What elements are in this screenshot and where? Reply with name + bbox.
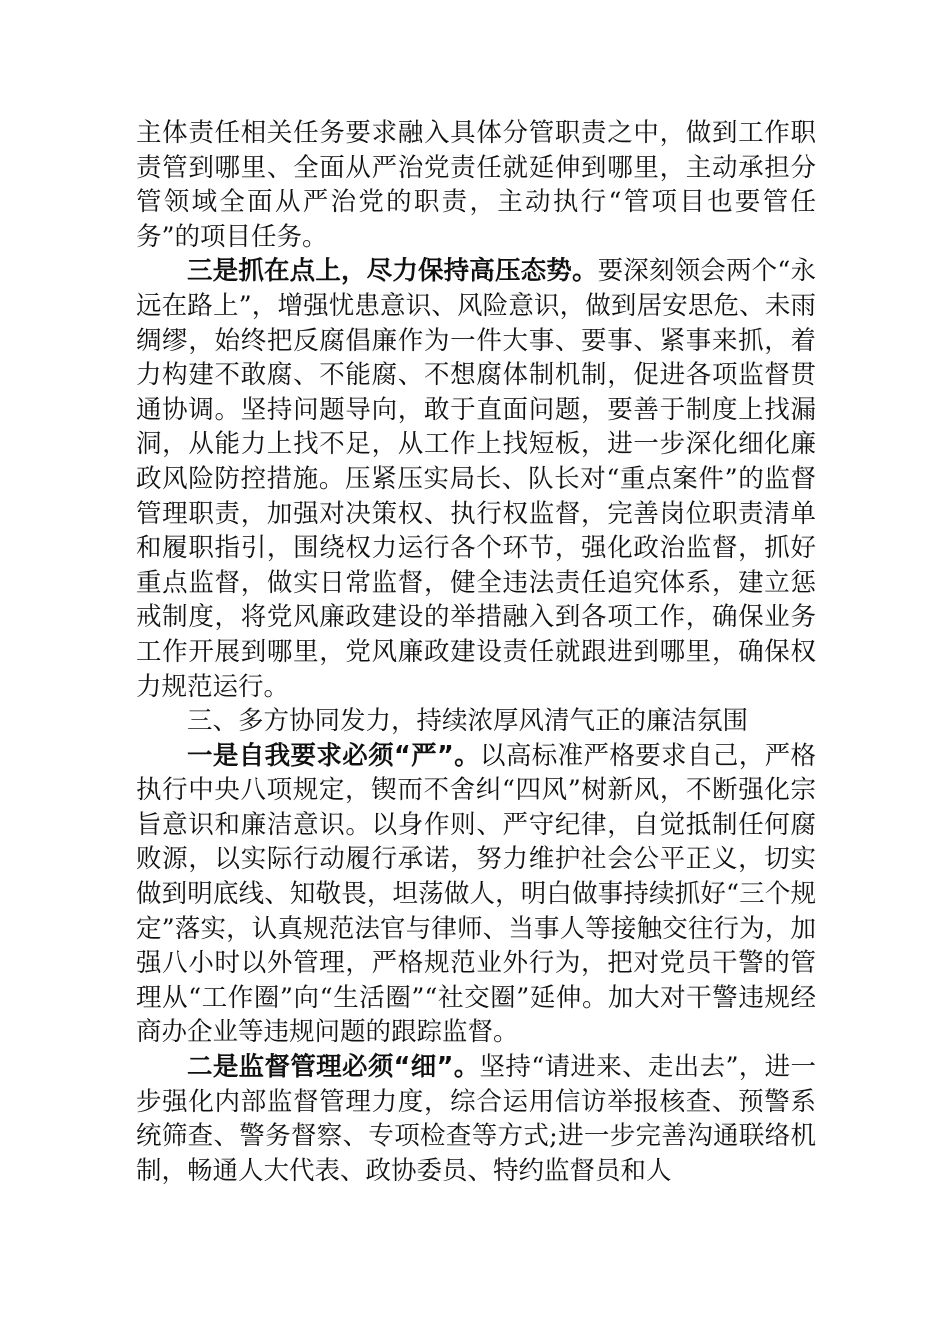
paragraph-1 bbox=[136, 116, 816, 254]
paragraph-3-lead: 一是自我要求必须“严”。 bbox=[187, 740, 480, 771]
paragraph-4-text: 坚持“请进来、走出去”，进一步强化内部监督管理力度，综合运用信访举报核查、预警系统筛查、警务督察、专项检查等方式;进一步完善沟通联络机制，畅通人大代表、政协委员、特约监督员和人 bbox=[136, 1052, 816, 1186]
paragraph-2-lead: 三是抓在点上，尽力保持高压态势。 bbox=[187, 256, 598, 287]
paragraph-2 bbox=[136, 254, 816, 704]
paragraph-2-text: 要深刻领会两个“永远在路上”，增强忧患意识、风险意识，做到居安思危、未雨绸缪，始终把反腐倡廉作为一件大事、要事、紧事来抓，着力构建不敢腐、不能腐、不想腐体制机制，促进各项监督贯通协调。坚持问题导向，敢于直面问题，要善于制度上找漏洞，从能力上找不足，从工作上找短板，进一步深化细化廉政风险防控措施。压紧压实局长、队长对“重点案件”的监督管理职责，加强对决策权、执行权监督，完善岗位职责清单和履职指引，围绕权力运行各个环节，强化政治监督，抓好重点监督，做实日常监督，健全违法责任追究体系，建立惩戒制度，将党风廉政建设的举措融入到各项工作，确保业务工作开展到哪里，党风廉政建设责任就跟进到哪里，确保权力规范运行。 bbox=[136, 256, 816, 702]
paragraph-1-text: 主体责任相关任务要求融入具体分管职责之中，做到工作职责管到哪里、全面从严治党责任就延伸到哪里，主动承担分管领域全面从严治党的职责，主动执行“管项目也要管任务”的项目任务。 bbox=[136, 118, 816, 252]
paragraph-4-lead: 二是监督管理必须“细”。 bbox=[187, 1052, 480, 1083]
section-heading-3: 三、多方协同发力，持续浓厚风清气正的廉洁氛围 bbox=[187, 706, 749, 737]
paragraph-3 bbox=[136, 739, 816, 1050]
document-page bbox=[136, 116, 816, 1188]
paragraph-4 bbox=[136, 1050, 816, 1188]
paragraph-3-text: 以高标准严格要求自己，严格执行中央八项规定，锲而不舍纠“四风”树新风，不断强化宗旨意识和廉洁意识。以身作则、严守纪律，自觉抵制任何腐败源，以实际行动履行承诺，努力维护社会公平正义，切实做到明底线、知敬畏，坦荡做人，明白做事持续抓好“三个规定”落实，认真规范法官与律师、当事人等接触交往行为，加强八小时以外管理，严格规范业外行为，把对党员干警的管理从“工作圈”向“生活圈”“社交圈”延伸。加大对干警违规经商办企业等违规问题的跟踪监督。 bbox=[136, 740, 816, 1048]
